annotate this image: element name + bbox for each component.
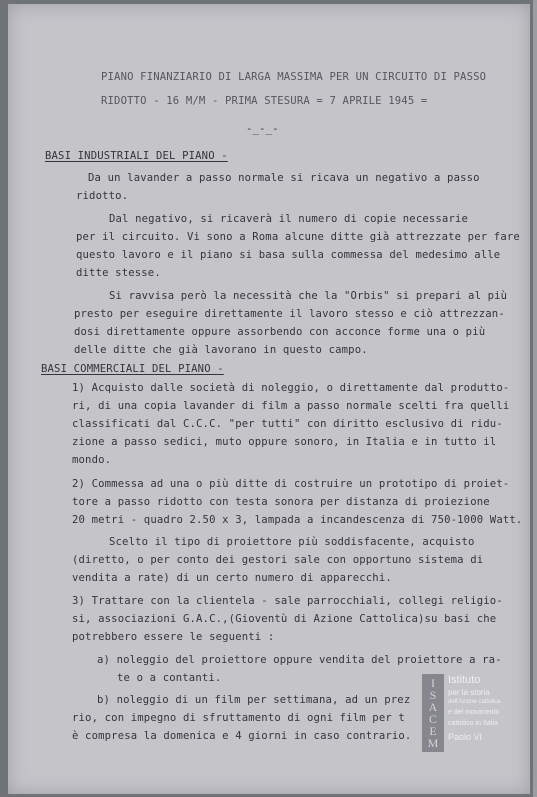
paragraph-line: Da un lavander a passo normale si ricava un negativo a passo [88, 172, 480, 184]
paragraph-line: questo lavoro e il piano si basa sulla commessa del medesimo alle [76, 249, 501, 261]
document-title-line-2: RIDOTTO - 16 M/M - PRIMA STESURA = 7 APRILE 1945 = [101, 95, 428, 107]
title-separator: -_-_- [246, 123, 279, 135]
paragraph-line: (diretto, o per conto dei gestori sale con opportuno sistema di [72, 554, 484, 566]
stamp-text-line: dell'Azione cattolica [448, 699, 501, 705]
stamp-logo-letter: A [428, 700, 438, 714]
paragraph-line: classificati dal C.C.C. "per tutti" con diritto esclusivo di ridu- [72, 418, 503, 430]
paragraph-line: te o a contanti. [117, 672, 222, 684]
paragraph-line: rio, con impegno di sfruttamento di ogni film per t [72, 712, 405, 724]
paragraph-line: 3) Trattare con la clientela - sale parrocchiali, collegi religio- [72, 595, 503, 607]
paragraph-line: per il circuito. Vi sono a Roma alcune ditte già attrezzate per fare [76, 231, 520, 243]
stamp-logo [422, 674, 444, 752]
document-title-line-1: PIANO FINANZIARIO DI LARGA MASSIMA PER UN CIRCUITO DI PASSO [101, 71, 487, 83]
section-heading-commercial: BASI COMMERCIALI DEL PIANO - [41, 363, 224, 375]
paragraph-line: tore a passo ridotto con testa sonora per distanza di proiezione [72, 496, 490, 508]
document-page [8, 4, 530, 794]
paragraph-line: 1) Acquisto dalle società di noleggio, o direttamente dal produtto- [72, 382, 510, 394]
paragraph-line: ditte stesse. [76, 267, 161, 279]
paragraph-line: b) noleggio di un film per settimana, ad un prez [97, 694, 411, 706]
stamp-logo-letter: E [429, 724, 437, 738]
paragraph-line: 2) Commessa ad una o più ditte di costruire un prototipo di proiet- [72, 478, 510, 490]
paragraph-line: zione a passo sedici, muto oppure sonoro, in Italia e in tutto il [72, 436, 497, 448]
stamp-logo-letter: C [428, 712, 437, 726]
archive-stamp [422, 674, 522, 754]
stamp-logo-letter: S [429, 688, 437, 702]
paragraph-line: si, associazioni G.A.C.,(Gioventù di Azione Cattolica)su basi che [72, 613, 497, 625]
stamp-logo-letter: I [431, 676, 435, 690]
paragraph-line: ridotto. [76, 190, 129, 202]
paragraph-line: Si ravvisa però la necessità che la "Orbis" si prepari al più [109, 290, 508, 302]
stamp-logo-letter: M [427, 736, 439, 750]
paragraph-line: ri, di una copia lavander di film a passo normale scelti fra quelli [72, 400, 510, 412]
paragraph-line: a) noleggio del proiettore oppure vendita del proiettore a ra- [97, 654, 502, 666]
stamp-text-line: cattolico in Italia [448, 720, 498, 727]
stamp-text-line: per la storia [448, 688, 490, 697]
paragraph-line: presto per eseguire direttamente il lavoro stesso e ciò attrezzan- [74, 308, 505, 320]
paragraph-line: dosi direttamente oppure assorbendo con acconce forme una o più [74, 326, 486, 338]
stamp-text-line: e del movimento [448, 709, 500, 716]
paragraph-line: Dal negativo, si ricaverà il numero di copie necessarie [109, 213, 469, 225]
stamp-text-line: Paolo VI [448, 732, 483, 742]
stamp-text-line: Istituto [448, 674, 481, 686]
paragraph-line: potrebbero essere le seguenti : [72, 631, 275, 643]
section-heading-industrial: BASI INDUSTRIALI DEL PIANO - [45, 150, 228, 162]
paragraph-line: delle ditte che già lavorano in questo campo. [74, 344, 368, 356]
paragraph-line: 20 metri - quadro 2.50 x 3, lampada a incandescenza di 750-1000 Watt. [72, 514, 523, 526]
background-edge [533, 0, 537, 797]
paragraph-line: Scelto il tipo di proiettore più soddisfacente, acquisto [109, 536, 475, 548]
paragraph-line: è compresa la domenica e 4 giorni in caso contrario. [72, 730, 412, 742]
paragraph-line: vendita a rate) di un certo numero di apparecchi. [72, 572, 392, 584]
paragraph-line: mondo. [72, 454, 112, 466]
